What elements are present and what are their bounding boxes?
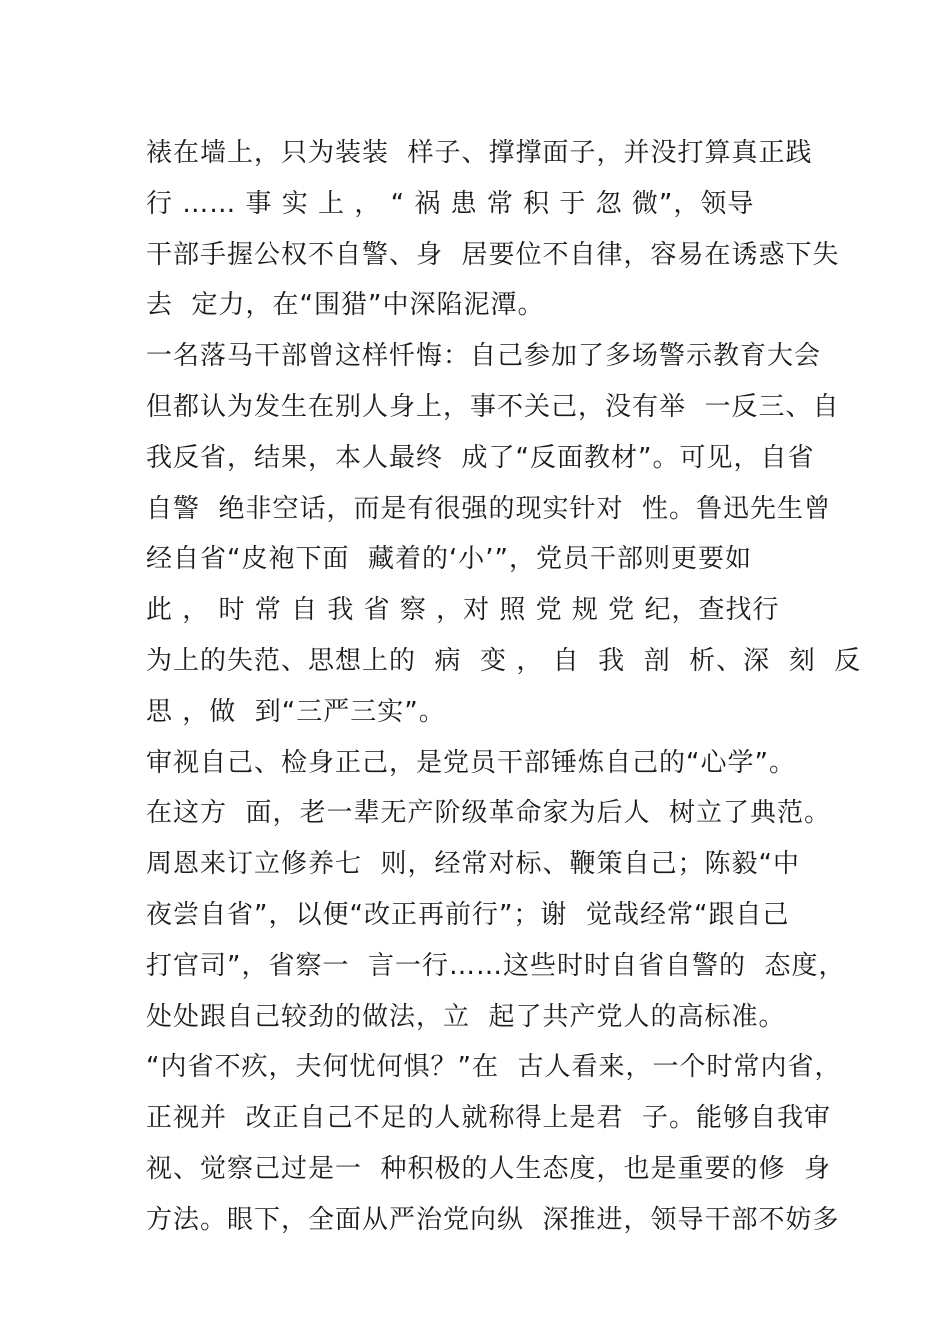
text-line: 在这方 面，老一辈无产阶级革命家为后人 树立了典范。 [146, 798, 832, 829]
text-line: 周恩来订立修养七 则，经常对标、鞭策自己；陈毅“中 [146, 849, 800, 880]
text-line: 裱在墙上，只为装装 样子、撑撑面子，并没打算真正践 [146, 138, 813, 168]
text-line: 此 ， 时 常 自 我 省 察 ，对 照 党 规 党 纪，查找行 [146, 595, 780, 626]
text-line: 经自省“皮袍下面 藏着的‘小’”，党员干部则更要如 [146, 544, 752, 575]
text-line: 去 定力，在“围猎”中深陷泥潭。 [146, 290, 545, 321]
text-line: 行 …… 事 实 上 ， “ 祸 患 常 积 于 忽 微”，领导 [146, 188, 755, 219]
document-body [146, 128, 862, 1246]
text-line: 方法。眼下，全面从严治党向纵 深推进，领导干部不妨多 [146, 1204, 840, 1235]
text-line: 审视自己、检身正己，是党员干部锤炼自己的“心学”。 [146, 747, 796, 778]
text-line: 视、觉察己过是一 种积极的人生态度，也是重要的修 身 [146, 1153, 832, 1184]
text-line: 自警 绝非空话，而是有很强的现实针对 性。鲁迅先生曾 [146, 493, 832, 524]
text-line: “内省不疚，夫何忧何惧？”在 古人看来，一个时常内省， [146, 1052, 842, 1083]
text-line: 夜尝自省”，以便“改正再前行”；谢 觉哉经常“跟自己 [146, 899, 790, 930]
text-line: 正视并 改正自己不足的人就称得上是君 子。能够自我审 [146, 1103, 832, 1134]
text-line: 干部手握公权不自警、身 居要位不自律，容易在诱惑下失 [146, 239, 840, 270]
text-line: 为上的失范、思想上的 病 变 ， 自 我 剖 析、深 刻 反 [146, 645, 862, 676]
text-line: 我反省，结果，本人最终 成了“反面教材”。可见，自省 [146, 442, 815, 473]
text-line: 但都认为发生在别人身上，事不关己，没有举 一反三、自 [146, 391, 840, 422]
text-line: 一名落马干部曾这样忏悔：自己参加了多场警示教育大会 [146, 341, 822, 372]
text-line: 打官司”，省察一 言一行……这些时时自省自警的 态度， [146, 950, 846, 981]
text-line: 思 ，做 到“三严三实”。 [146, 696, 446, 727]
text-line: 处处跟自己较劲的做法，立 起了共产党人的高标准。 [146, 1001, 786, 1032]
